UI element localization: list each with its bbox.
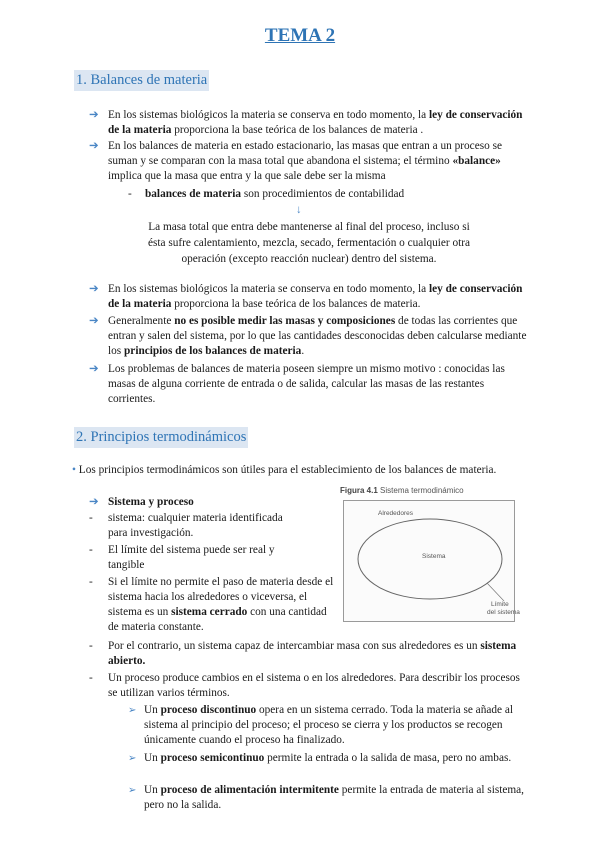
down-arrow-icon: ↓ <box>296 204 302 216</box>
sub-arrow-icon: ➢ <box>128 705 137 716</box>
subheading-system-process: ➔ Sistema y proceso <box>89 496 194 508</box>
figure-caption: Figura 4.1 Sistema termodinámico <box>340 486 464 495</box>
bullet-steady-state: ➔ En los balances de materia en estado estacionario, las masas que entran a un proceso se suman y se comparan con la masa total que abandona el sistema; el término «balance» implica que la masa que entra y la que sale debe ser la misma <box>89 140 502 182</box>
dash-system-def: - sistema: cualquier materia identificada para investigación. <box>89 512 283 539</box>
boundary-pointer-line <box>487 583 504 601</box>
arrow-icon: ➔ <box>89 109 99 121</box>
bullet-conservation: ➔ En los sistemas biológicos la materia se conserva en todo momento, la ley de conservación de la materia proporciona la base teórica de los balances de materia . <box>89 109 523 136</box>
dash-open-system: - Por el contrario, un sistema capaz de intercambiar masa con sus alrededores es un sistema abierto. <box>89 640 517 667</box>
sub-arrow-icon: ➢ <box>128 785 137 796</box>
bullet-conservation-repeat: ➔ En los sistemas biológicos la materia se conserva en todo momento, la ley de conservación de la materia proporciona la base teórica de los balances de materia. <box>89 283 523 310</box>
arrow-icon: ➔ <box>89 363 99 375</box>
label-boundary-2: del sistema <box>487 609 520 616</box>
arrow-icon: ➔ <box>89 140 99 152</box>
dash-accounting: - balances de materia son procedimientos de contabilidad <box>128 188 405 200</box>
thermo-system-figure <box>343 500 520 622</box>
label-surroundings: Alrededores <box>378 510 414 517</box>
thermo-intro: • Los principios termodinámicos son útiles para el establecimiento de los balances de materia. <box>72 464 497 476</box>
system-diagram <box>344 501 520 621</box>
arrow-icon: ➔ <box>89 496 99 508</box>
sub-fed-batch: ➢ Un proceso de alimentación intermitente permite la entrada de materia al sistema, pero no la salida. <box>128 784 525 811</box>
dash-process: - Un proceso produce cambios en el sistema o en los alrededores. Para describir los procesos se utilizan varios términos. <box>89 672 520 699</box>
arrow-icon: ➔ <box>89 283 99 295</box>
sub-arrow-icon: ➢ <box>128 753 137 764</box>
label-system: Sistema <box>422 553 446 560</box>
mass-statement: La masa total que entra debe mantenerse al final del proceso, incluso si ésta sufre calentamiento, mezcla, secado, fermentación o cualquier otra operación (excepto reacción nuclear) dentro del sistema. <box>147 221 471 265</box>
arrow-icon: ➔ <box>89 315 99 327</box>
dash-closed-system: - Si el límite no permite el paso de materia desde el sistema hacia los alrededores o viceversa, el sistema es un sistema cerrado con una cantidad de materia constante. <box>89 576 334 633</box>
section-heading-thermo: 2. Principios termodinámicos <box>74 427 248 448</box>
dash-boundary: - El límite del sistema puede ser real y tangible <box>89 544 275 571</box>
bullet-measurement: ➔ Generalmente no es posible medir las masas y composiciones de todas las corrientes que entran y salen del sistema, por lo que las cantidades desconocidas deben calcularse mediante los principios de los balances de materia. <box>89 315 527 357</box>
section-heading-balances: 1. Balances de materia <box>74 70 209 91</box>
label-boundary-1: Límite <box>491 601 509 608</box>
sub-batch-process: ➢ Un proceso discontinuo opera en un sistema cerrado. Toda la materia se añade al sistema al principio del proceso; el proceso se cierra y los productos se recogen únicamente cuando el proceso ha finalizado. <box>128 704 513 746</box>
page-title: TEMA 2 <box>264 25 336 46</box>
bullet-problems: ➔ Los problemas de balances de materia poseen siempre un mismo motivo : conocidas las masas de alguna corriente de entrada o de salida, calcular las masas de las restantes corrientes. <box>89 363 505 405</box>
bullet-dot-icon: • <box>72 464 76 476</box>
sub-semicontinuous: ➢ Un proceso semicontinuo permite la entrada o la salida de masa, pero no ambas. <box>128 752 512 764</box>
